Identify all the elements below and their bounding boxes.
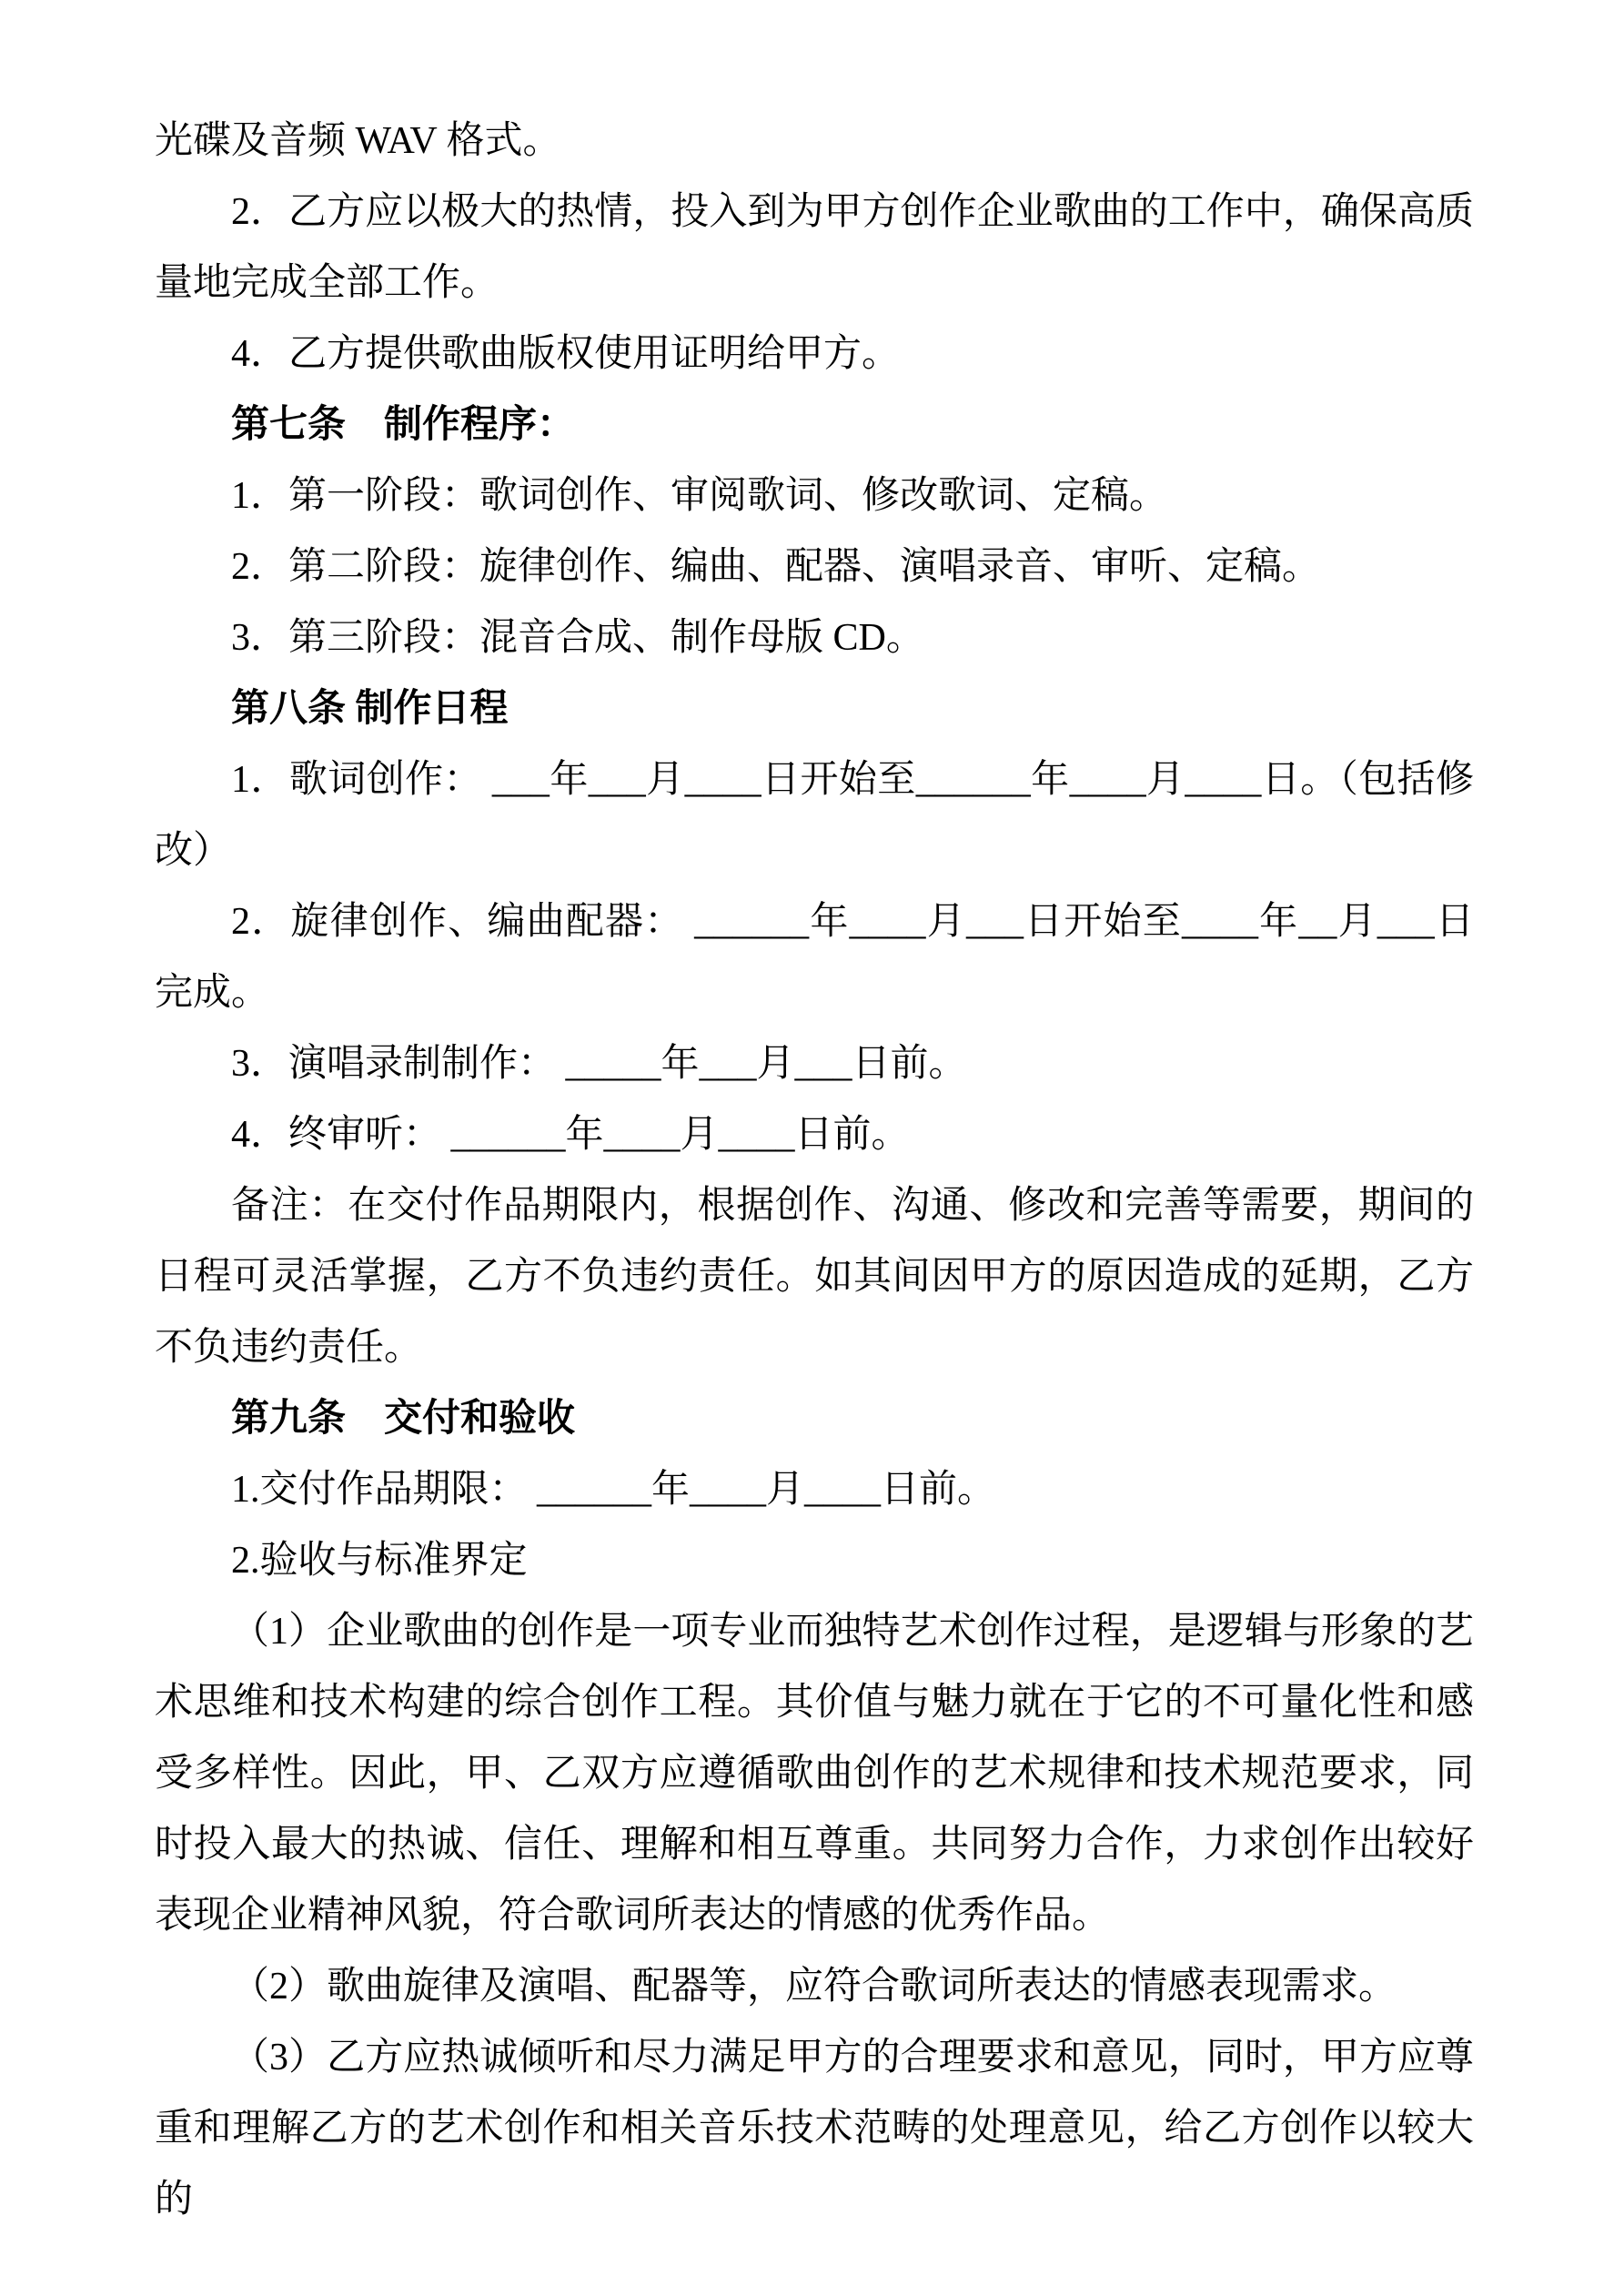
list-item: 3．第三阶段：混音合成、制作母版 CD。 bbox=[231, 617, 924, 659]
section-heading-article-9: 第九条 交付和验收 bbox=[231, 1398, 576, 1440]
list-item: 2．第二阶段：旋律创作、编曲、配器、演唱录音、审听、定稿。 bbox=[231, 546, 1321, 588]
body-paragraph: （2）歌曲旋律及演唱、配器等，应符合歌词所表达的情感表现需求。 bbox=[231, 1966, 1397, 2008]
list-item-blank-fill: 4．终审听： ______年____月____日前。 bbox=[231, 1114, 910, 1156]
list-item: 2.验收与标准界定 bbox=[231, 1540, 528, 1582]
list-item-blank-fill: 1．歌词创作： ___年___月____日开始至______年____月____日。（包括修改） bbox=[155, 759, 1474, 872]
list-item-blank-fill: 2．旋律创作、编曲配器： ______年____月___日开始至____年__月___日完成。 bbox=[155, 901, 1474, 1014]
body-paragraph: （3）乙方应热诚倾听和尽力满足甲方的合理要求和意见，同时，甲方应尊重和理解乙方的艺术创作和相关音乐技术范畴的处理意见，给乙方创作以较大的 bbox=[155, 2037, 1474, 2220]
body-paragraph: 光碟及音频 WAV 格式。 bbox=[155, 120, 561, 162]
body-paragraph: 4．乙方提供歌曲版权使用证明给甲方。 bbox=[231, 333, 901, 375]
body-paragraph: （1）企业歌曲的创作是一项专业而独特艺术创作过程，是逻辑与形象的艺术思维和技术构建的综合创作工程。其价值与魅力就在于它的不可量化性和感受多样性。因此，甲、乙双方应遵循歌曲创作的艺术规律和技术规范要求，同时投入最大的热诚、信任、理解和相互尊重。共同努力合作，力求创作出较好表现企业精神风貌，符合歌词所表达的情感的优秀作品。 bbox=[155, 1611, 1474, 1937]
list-item-blank-fill: 3．演唱录制制作： _____年___月___日前。 bbox=[231, 1043, 967, 1085]
section-heading-article-8: 第八条 制作日程 bbox=[231, 688, 509, 730]
list-item: 1．第一阶段：歌词创作、审阅歌词、修改歌词、定稿。 bbox=[231, 475, 1168, 517]
remark-paragraph: 备注：在交付作品期限内，根据创作、沟通、修改和完善等需要，期间的日程可灵活掌握，乙方不负违约责任。如其间因甲方的原因造成的延期，乙方不负违约责任。 bbox=[155, 1185, 1474, 1369]
list-item-blank-fill: 1.交付作品期限： ______年____月____日前。 bbox=[231, 1469, 996, 1511]
section-heading-article-7: 第七条 制作程序： bbox=[231, 404, 576, 446]
body-paragraph: 2．乙方应以极大的热情，投入到为甲方创作企业歌曲的工作中，确保高质量地完成全部工作。 bbox=[155, 191, 1474, 304]
